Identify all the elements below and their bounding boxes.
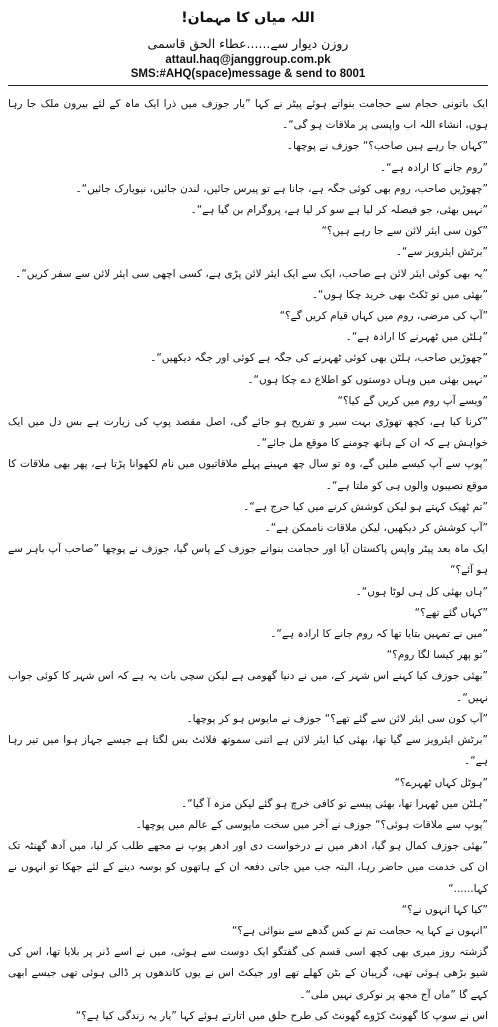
article-paragraph: ”بھئی میں تو ٹکٹ بھی خرید چکا ہوں“۔ [311, 288, 488, 301]
article-paragraph: ”نہیں بھئی میں وہاں دوستوں کو اطلاع دے چکا ہوں“۔ [247, 373, 488, 386]
header-divider [8, 85, 488, 86]
article-paragraph: ”پوپ سے ملاقات ہوئی؟“ جوزف نے آخر میں سخت مایوسی کے عالم میں پوچھا۔ [135, 818, 488, 831]
article-body [8, 94, 488, 1027]
article-paragraph: ”ہاں بھئی کل ہی لوٹا ہوں“۔ [355, 585, 488, 598]
author-email[interactable]: attaul.haq@janggroup.com.pk [165, 54, 331, 66]
article-paragraph: اس نے سوپ کا گھونٹ کڑوے گھونٹ کی طرح حلق میں اتارتے ہوئے کہا ”یار یہ زندگی کیا ہے؟“ [75, 1009, 488, 1022]
article-paragraph: ایک باتونی حجام سے حجامت بنواتے ہوئے پیٹر نے کہا ”یار جوزف میں ذرا ایک ماہ کے لئے بیرون ملک جا رہا ہوں، انشاء اللہ اب واپسی پر ملاقات ہو گی“۔ [8, 98, 488, 132]
article-paragraph: ”کہاں جا رہے ہیں صاحب؟“ جوزف نے پوچھا۔ [286, 140, 488, 153]
sms-line: SMS:#AHQ(space)message & send to 8001 [130, 68, 366, 80]
article-paragraph: ”انہوں نے کہا یہ حجامت تم نے کس گدھے سے بنوائی ہے؟“ [231, 924, 488, 937]
article-paragraph: ”ہلٹن میں ٹھہرا تھا، بھئی پیسے تو کافی خرچ ہو گئے لیکن مزہ آ گیا“۔ [181, 797, 488, 810]
article-paragraph: گزشتہ روز میری بھی کچھ اسی قسم کی گفتگو ایک دوست سے ہوئی، میں نے اسے ڈنر پر بلایا تھا، اس کی شیو بڑھی ہوئی تھی، گریبان کے بٹن کھلے تھے اور جیکٹ اس نے یوں کاندھوں پر ڈالی ہوئی تھی جیسے ابھی کہے گا ”ماں آج مجھ پر نوکری نہیں ملی“۔ [8, 946, 488, 1001]
article-paragraph: ”آپ کی مرضی، روم میں کہاں قیام کریں گے؟“ [279, 310, 488, 323]
article-title: اللہ میاں کا مہمان! [181, 10, 315, 26]
article-paragraph: ”تو پھر کیسا لگا روم؟“ [386, 649, 488, 662]
article-paragraph: ”کہاں گئے تھے؟“ [414, 606, 488, 619]
article-paragraph: ”چھوڑیں صاحب، ہلٹن بھی کوئی ٹھہرنے کی جگہ ہے کوئی اور جگہ دیکھیں“۔ [150, 352, 488, 365]
article-paragraph: ”میں نے تمہیں بتایا تھا کہ روم جانے کا ارادہ ہے“۔ [270, 628, 488, 641]
article-paragraph: ”برٹش ایئرویز سے“۔ [395, 246, 488, 259]
article-paragraph: ”ہوٹل کہاں ٹھہرے؟“ [394, 776, 488, 789]
article-paragraph: ”تم ٹھیک کہتے ہو لیکن کوشش کرنے میں کیا حرج ہے“۔ [243, 500, 488, 513]
article-paragraph: ”کرنا کیا ہے، کچھ تھوڑی بہت سیر و تفریح ہو جائے گی، اصل مقصد پوپ کی زیارت ہے بس دل میں ایک خواہش ہے کہ ان کے ہاتھ چومنے کا موقع مل جائے“۔ [8, 416, 488, 450]
article-paragraph: ”کیا کہا انہوں نے؟“ [401, 903, 488, 916]
article-paragraph: ”آپ کوشش کر دیکھیں، لیکن ملاقات ناممکن ہے“۔ [264, 522, 488, 535]
article-paragraph: ایک ماہ بعد پیٹر واپس پاکستان آیا اور حجامت بنوانے جوزف کے پاس گیا، جوزف نے پوچھا ”صاحب آپ باہر سے ہو آئے؟“ [8, 543, 488, 577]
column-byline: روزن دیوار سے......عطاء الحق قاسمی [147, 36, 349, 51]
article-paragraph: ”یہ بھی کوئی ایئر لائن ہے صاحب، ایک سے ایک ایئر لائن پڑی ہے، کسی اچھی سی ایئر لائن سے سفر کریں“۔ [15, 267, 488, 280]
article-paragraph: ”بھئی جوزف کمال ہو گیا، ادھر میں نے درخواست دی اور ادھر پوپ نے مجھے طلب کر لیا، میں آدھ گھنٹہ تک ان کی خدمت میں حاضر رہا، البتہ جب میں جاتی دفعہ ان کے ہاتھوں کو بوسہ دینے کے لئے جھکا تو انہوں نے کہا......“ [8, 840, 488, 895]
article-paragraph: ”بھئی جوزف کیا کہنے اس شہر کے، میں نے دنیا گھومی ہے لیکن سچی بات یہ ہے کہ اس شہر کا کوئی جواب نہیں“۔ [8, 670, 488, 704]
article-paragraph: ”ہلٹن میں ٹھہرنے کا ارادہ ہے“۔ [345, 331, 488, 344]
article-paragraph: ”کون سی ایئر لائن سے جا رہے ہیں؟“ [321, 225, 488, 238]
article-paragraph: ”پوپ سے آپ کیسے ملیں گے، وہ تو سال چھ مہینے پہلے ملاقاتیوں میں نام لکھوانا پڑتا ہے، پھر بھی ملاقات کا موقع نصیبوں والوں ہی کو ملتا ہے“۔ [8, 458, 488, 492]
article-paragraph: ”ویسے آپ روم میں کریں گے کیا؟“ [337, 394, 488, 407]
article-paragraph: ”برٹش ایئرویز سے گیا تھا، بھئی کیا ایئر لائن ہے اتنی سموتھ فلائٹ بس لگتا ہے جیسے جہاز ہوا میں تیر رہا ہے“۔ [8, 734, 488, 768]
article-paragraph: ”چھوڑیں صاحب، روم بھی کوئی جگہ ہے، جانا ہے تو پیرس جائیں، لندن جائیں، نیویارک جائیں“۔ [75, 182, 488, 195]
article-paragraph: ”نہیں بھئی، جو فیصلہ کر لیا ہے سو کر لیا ہے، پروگرام بن گیا ہے“۔ [190, 204, 488, 217]
article-paragraph: ”روم جانے کا ارادہ ہے“۔ [379, 161, 488, 174]
article-paragraph: ”آپ کون سی ایئر لائن سے گئے تھے؟“ جوزف نے مایوس ہو کر پوچھا۔ [186, 712, 488, 725]
